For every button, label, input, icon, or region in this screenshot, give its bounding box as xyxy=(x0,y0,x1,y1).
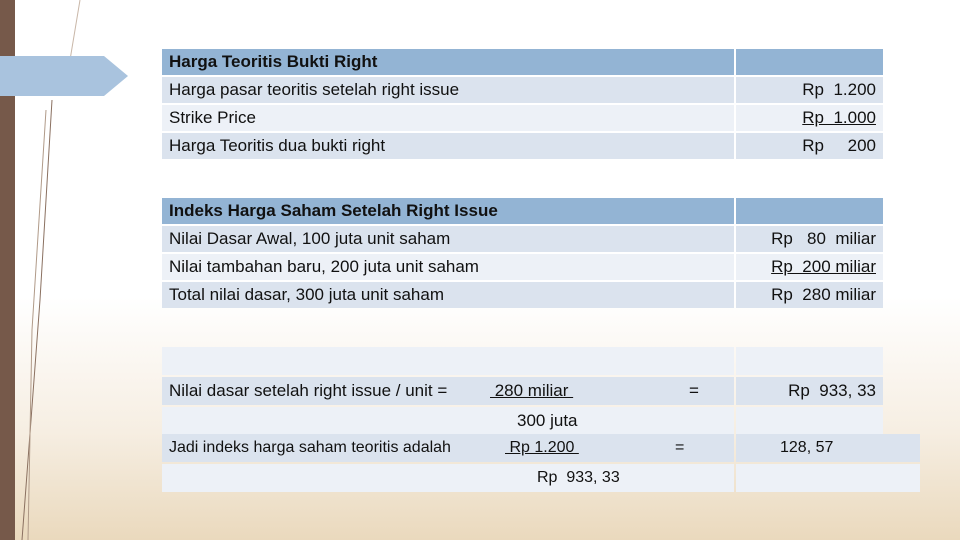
section-title: Indeks Harga Saham Setelah Right Issue xyxy=(162,198,734,224)
table-header-row xyxy=(162,49,883,75)
row-value: Rp 1.200 xyxy=(736,77,883,103)
row-label: Total nilai dasar, 300 juta unit saham xyxy=(162,282,734,308)
header-empty-cell xyxy=(736,198,883,224)
row-value: Rp 280 miliar xyxy=(736,282,883,308)
empty-row xyxy=(162,347,883,375)
header-empty-cell xyxy=(736,49,883,75)
formula-cell xyxy=(162,407,734,435)
row-label: Nilai Dasar Awal, 100 juta unit saham xyxy=(162,226,734,252)
formula-cell xyxy=(162,464,734,492)
index-price-table xyxy=(160,196,885,310)
row-value: Rp 1.000 xyxy=(736,105,883,131)
formula-row xyxy=(162,377,883,405)
table-row xyxy=(162,254,883,280)
row-label: Nilai tambahan baru, 200 juta unit saham xyxy=(162,254,734,280)
formula-numerator: Rp 1.200 xyxy=(505,439,579,456)
formula-denominator: 300 juta xyxy=(517,411,578,430)
formula-cell xyxy=(162,434,734,462)
formula-label: Jadi indeks harga saham teoritis adalah xyxy=(169,439,451,456)
formula-row xyxy=(162,464,920,492)
table-header-row xyxy=(162,198,883,224)
arrow-shape-icon xyxy=(0,56,128,96)
table-row xyxy=(162,105,883,131)
formula-result: 128, 57 xyxy=(736,434,920,462)
section-title: Harga Teoritis Bukti Right xyxy=(162,49,734,75)
theoretical-right-price-table xyxy=(160,47,885,161)
row-value: Rp 200 miliar xyxy=(736,254,883,280)
row-label: Harga Teoritis dua bukti right xyxy=(162,133,734,159)
row-label: Harga pasar teoritis setelah right issue xyxy=(162,77,734,103)
formula-row xyxy=(162,434,920,462)
formula-numerator: 280 miliar xyxy=(490,381,574,400)
table-row xyxy=(162,226,883,252)
equals-sign: = xyxy=(675,439,685,456)
row-value: Rp 80 miliar xyxy=(736,226,883,252)
formula-result: Rp 933, 33 xyxy=(736,377,883,405)
row-value: Rp 200 xyxy=(736,133,883,159)
base-value-formula-table xyxy=(160,345,885,437)
formula-cell xyxy=(162,377,734,405)
row-label: Strike Price xyxy=(162,105,734,131)
theoretical-index-formula-table xyxy=(160,432,922,494)
formula-row xyxy=(162,407,883,435)
formula-label: Nilai dasar setelah right issue / unit = xyxy=(169,381,448,400)
table-row xyxy=(162,133,883,159)
formula-denominator: Rp 933, 33 xyxy=(537,469,620,486)
table-row xyxy=(162,282,883,308)
table-row xyxy=(162,77,883,103)
equals-sign: = xyxy=(689,381,699,400)
